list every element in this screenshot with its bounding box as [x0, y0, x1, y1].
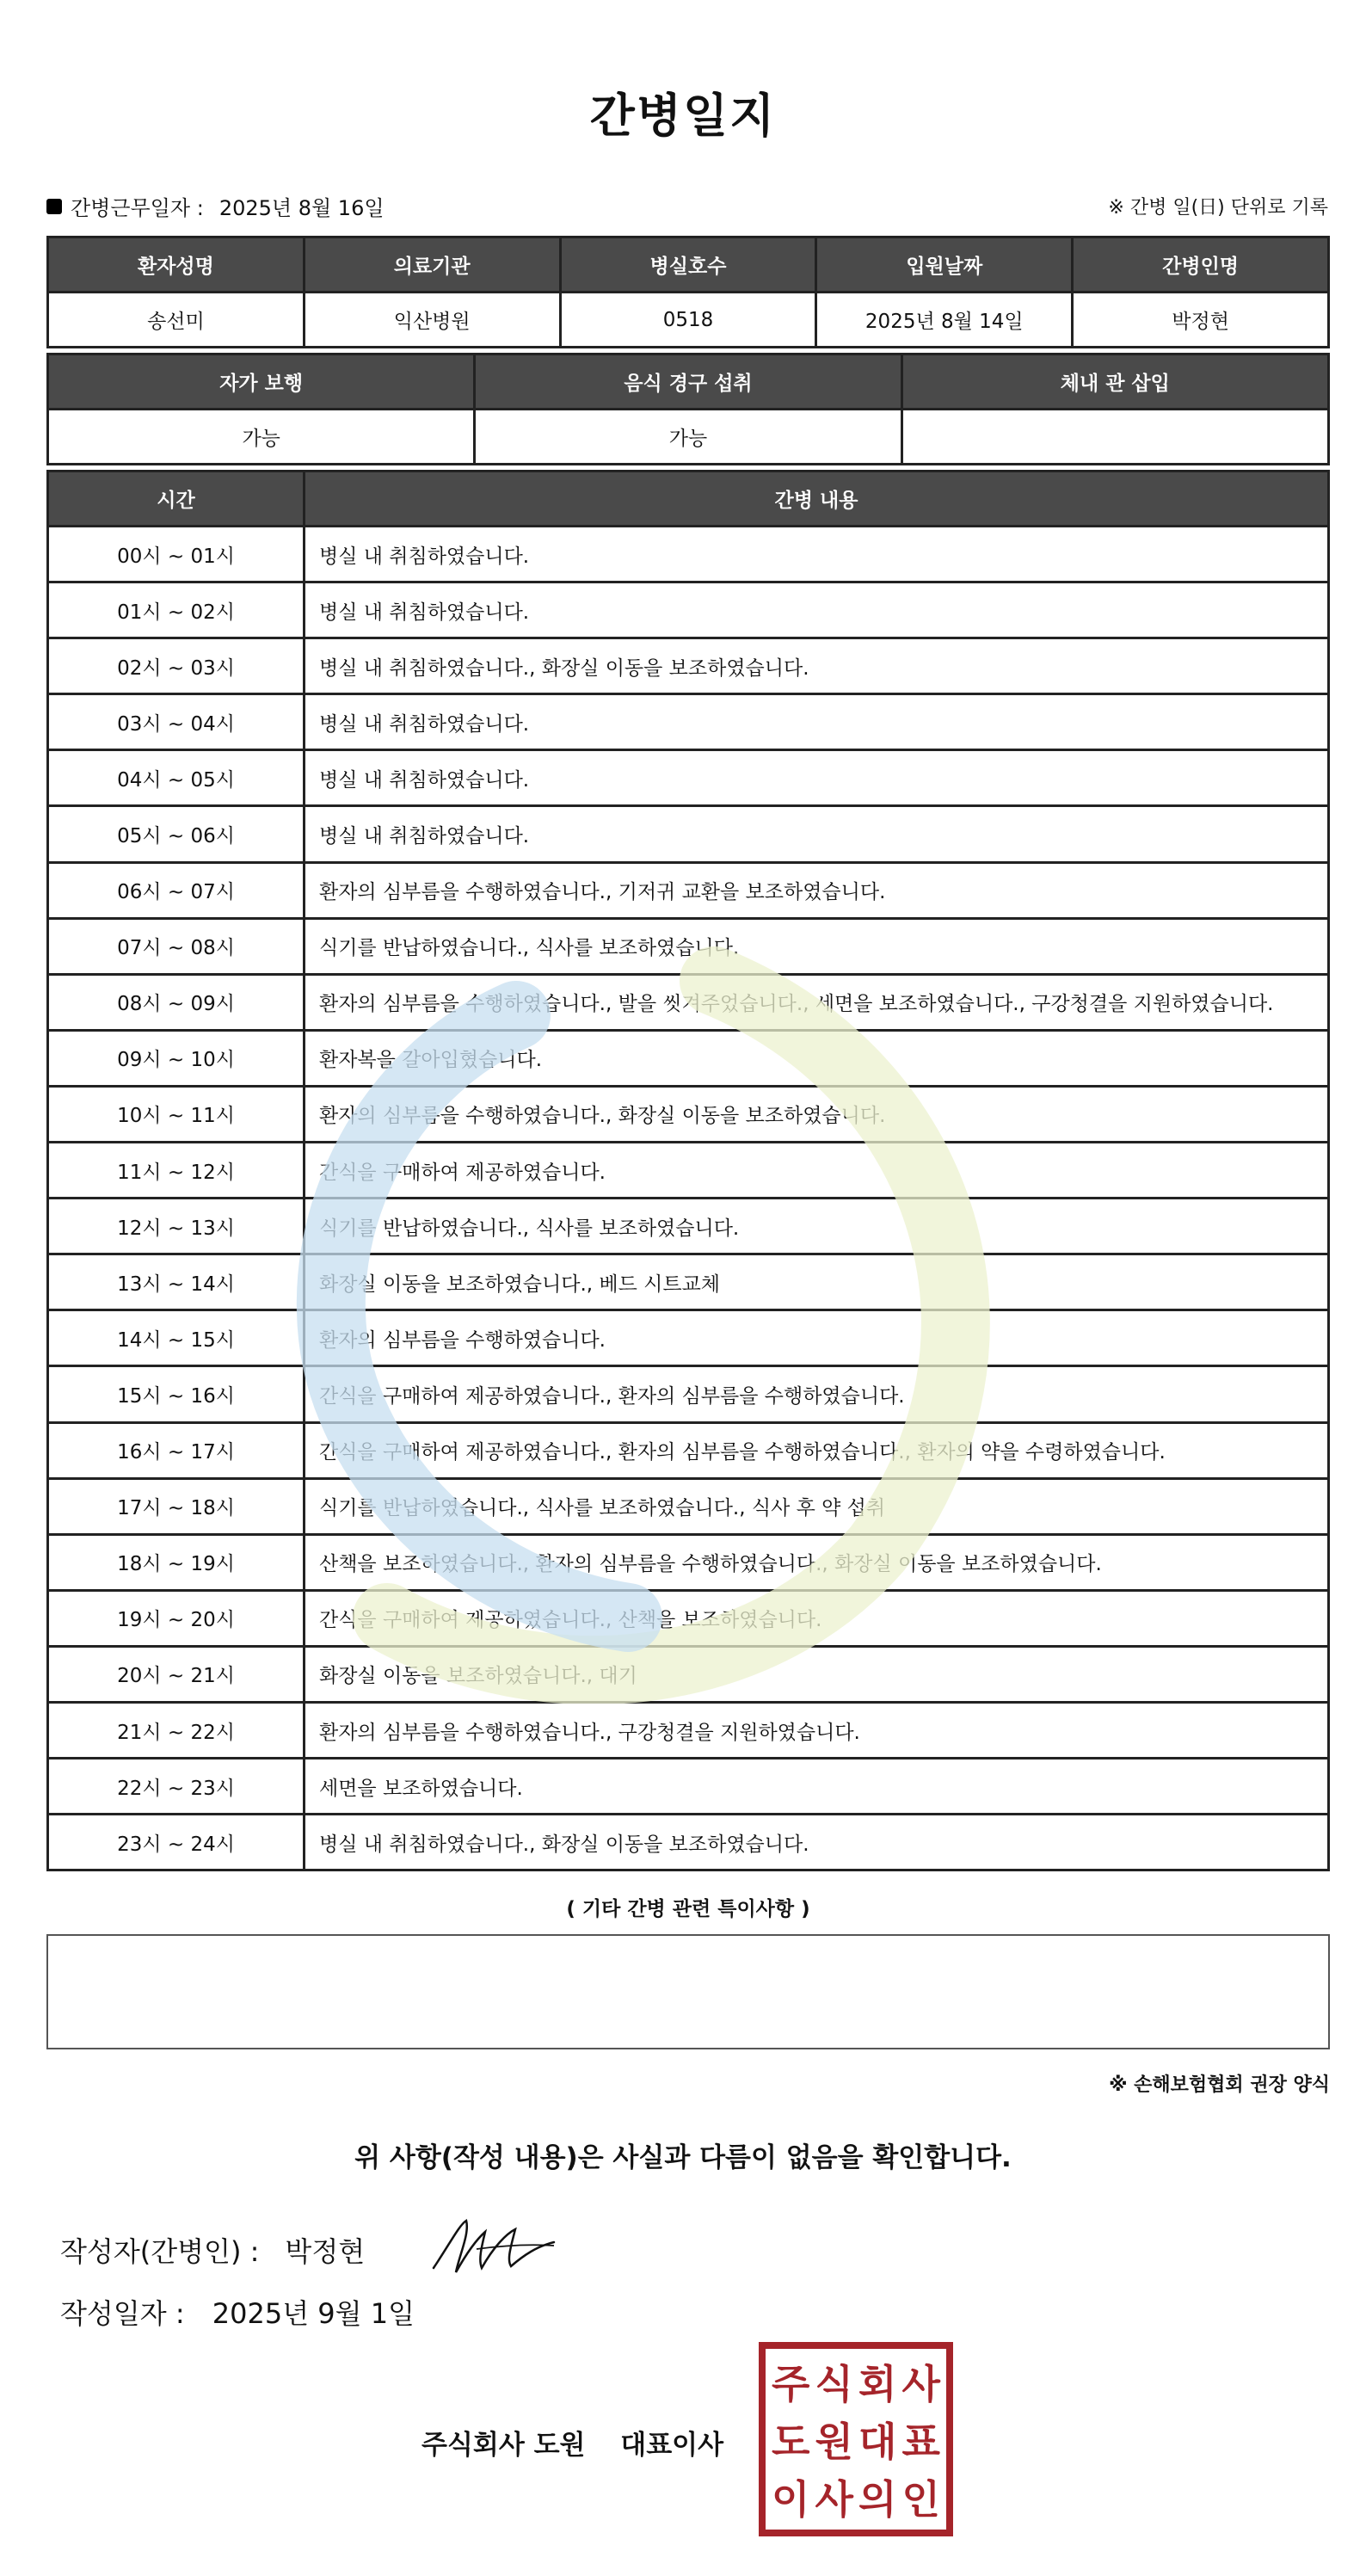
header-room: 병실호수 [560, 237, 816, 293]
care-log-row [48, 1815, 1329, 1870]
stamp-glyph: 사 [815, 2476, 853, 2524]
stamp-glyph: 원 [815, 2418, 853, 2465]
meta-row [46, 191, 1328, 222]
care-log-content: 화장실 이동을 보조하였습니다., 대기 [305, 1646, 1329, 1702]
care-log-table [46, 470, 1330, 1871]
care-log-row [48, 806, 1329, 862]
room-number: 0518 [560, 293, 816, 348]
header-content: 간병 내용 [305, 471, 1329, 527]
care-log-content: 간식을 구매하여 제공하였습니다. [305, 1143, 1329, 1199]
care-log-content: 병실 내 취침하였습니다. [305, 527, 1329, 582]
care-log-content: 화장실 이동을 보조하였습니다., 베드 시트교체 [305, 1254, 1329, 1310]
caregiver-name: 박정현 [1073, 293, 1329, 348]
notes-box [46, 1934, 1330, 2049]
care-log-content: 병실 내 취침하였습니다. [305, 694, 1329, 750]
care-log-time: 09시 ~ 10시 [48, 1030, 305, 1086]
care-log-row [48, 694, 1329, 750]
writer-name: 박정현 [285, 2235, 366, 2268]
care-log-row [48, 1422, 1329, 1478]
document-title: 간병일지 [589, 89, 777, 143]
care-log-time: 11시 ~ 12시 [48, 1143, 305, 1199]
care-log-row [48, 1702, 1329, 1758]
written-date-line [60, 2292, 415, 2332]
writer-label: 작성자(간병인) : [60, 2235, 260, 2268]
header-walking: 자가 보행 [48, 354, 475, 410]
company-ceo-title: 대표이사 [620, 2430, 724, 2461]
care-log-row [48, 638, 1329, 694]
care-log-content: 병실 내 취침하였습니다., 화장실 이동을 보조하였습니다. [305, 1815, 1329, 1870]
care-log-content: 병실 내 취침하였습니다. [305, 750, 1329, 806]
stamp-glyph: 표 [901, 2418, 940, 2465]
care-log-time: 02시 ~ 03시 [48, 638, 305, 694]
unit-note: ※ 간병 일(日) 단위로 기록 [1108, 197, 1328, 219]
care-log-time: 13시 ~ 14시 [48, 1254, 305, 1310]
care-log-time: 12시 ~ 13시 [48, 1199, 305, 1254]
care-log-content: 간식을 구매하여 제공하였습니다., 산책을 보조하였습니다. [305, 1590, 1329, 1646]
care-log-content: 환자복을 갈아입혔습니다. [305, 1030, 1329, 1086]
stamp-glyph: 회 [858, 2360, 897, 2407]
company-name: 주식회사 도원 [421, 2430, 586, 2461]
abilities-table [46, 353, 1330, 465]
care-log-time: 18시 ~ 19시 [48, 1534, 305, 1590]
care-log-content: 병실 내 취침하였습니다., 화장실 이동을 보조하였습니다. [305, 638, 1329, 694]
care-log-content: 간식을 구매하여 제공하였습니다., 환자의 심부름을 수행하였습니다. [305, 1366, 1329, 1422]
header-hospital: 의료기관 [304, 237, 560, 293]
written-date-value: 2025년 9월 1일 [212, 2297, 415, 2330]
care-log-time: 19시 ~ 20시 [48, 1590, 305, 1646]
care-log-time: 06시 ~ 07시 [48, 862, 305, 918]
care-log-time: 14시 ~ 15시 [48, 1310, 305, 1366]
care-log-time: 17시 ~ 18시 [48, 1478, 305, 1534]
care-log-row [48, 1759, 1329, 1815]
care-log-time: 07시 ~ 08시 [48, 918, 305, 974]
care-log-content: 식기를 반납하였습니다., 식사를 보조하였습니다. [305, 1199, 1329, 1254]
work-date-value: 2025년 8월 16일 [218, 196, 385, 220]
care-log-time: 16시 ~ 17시 [48, 1422, 305, 1478]
care-log-time: 20시 ~ 21시 [48, 1646, 305, 1702]
care-log-content: 세면을 보조하였습니다. [305, 1759, 1329, 1815]
care-log-row [48, 527, 1329, 582]
stamp-glyph: 대 [858, 2418, 897, 2465]
care-log-row [48, 582, 1329, 638]
patient-info-value-row [48, 293, 1329, 348]
care-log-time: 15시 ~ 16시 [48, 1366, 305, 1422]
oral-intake-value: 가능 [475, 410, 901, 465]
care-log-content: 산책을 보조하였습니다., 환자의 심부름을 수행하였습니다., 화장실 이동을 보조하였습니다. [305, 1534, 1329, 1590]
work-date [46, 191, 385, 221]
care-log-time: 21시 ~ 22시 [48, 1702, 305, 1758]
patient-name: 송선미 [48, 293, 305, 348]
patient-info-table [46, 236, 1330, 348]
abilities-header-row [48, 354, 1329, 410]
care-log-time: 10시 ~ 11시 [48, 1086, 305, 1142]
care-log-content: 식기를 반납하였습니다., 식사를 보조하였습니다. [305, 918, 1329, 974]
care-log-row [48, 918, 1329, 974]
header-admission-date: 입원날짜 [816, 237, 1073, 293]
care-log-content: 병실 내 취침하였습니다. [305, 582, 1329, 638]
company-seal-stamp [759, 2342, 953, 2536]
care-log-row [48, 862, 1329, 918]
walking-value: 가능 [48, 410, 475, 465]
care-log-row [48, 1310, 1329, 1366]
notes-heading: ( 기타 간병 관련 특이사항 ) [566, 1898, 810, 1920]
confirmation-statement: 위 사항(작성 내용)은 사실과 다름이 없음을 확인합니다. [354, 2142, 1012, 2173]
care-log-content: 환자의 심부름을 수행하였습니다., 발을 씻겨주었습니다., 세면을 보조하였습니다., 구강청결을 지원하였습니다. [305, 974, 1329, 1030]
care-log-content: 환자의 심부름을 수행하였습니다., 화장실 이동을 보조하였습니다. [305, 1086, 1329, 1142]
header-time: 시간 [48, 471, 305, 527]
written-date-label: 작성일자 : [60, 2297, 185, 2330]
care-log-content: 환자의 심부름을 수행하였습니다., 기저귀 교환을 보조하였습니다. [305, 862, 1329, 918]
admission-date: 2025년 8월 14일 [816, 293, 1073, 348]
care-log-row [48, 1534, 1329, 1590]
care-log-row [48, 1478, 1329, 1534]
care-log-time: 01시 ~ 02시 [48, 582, 305, 638]
care-log-row [48, 1590, 1329, 1646]
header-oral-intake: 음식 경구 섭취 [475, 354, 901, 410]
care-log-content: 환자의 심부름을 수행하였습니다., 구강청결을 지원하였습니다. [305, 1702, 1329, 1758]
care-log-content: 환자의 심부름을 수행하였습니다. [305, 1310, 1329, 1366]
hospital-name: 익산병원 [304, 293, 560, 348]
care-log-time: 00시 ~ 01시 [48, 527, 305, 582]
header-caregiver: 간병인명 [1073, 237, 1329, 293]
care-log-row [48, 1143, 1329, 1199]
care-log-time: 22시 ~ 23시 [48, 1759, 305, 1815]
stamp-glyph: 주 [772, 2360, 810, 2407]
stamp-glyph: 인 [901, 2476, 940, 2524]
care-log-row [48, 1366, 1329, 1422]
stamp-glyph: 도 [772, 2418, 810, 2465]
care-log-content: 식기를 반납하였습니다., 식사를 보조하였습니다., 식사 후 약 섭취 [305, 1478, 1329, 1534]
square-bullet-icon [46, 199, 62, 214]
care-log-time: 05시 ~ 06시 [48, 806, 305, 862]
stamp-glyph: 의 [858, 2476, 897, 2524]
care-log-row [48, 1199, 1329, 1254]
care-log-time: 23시 ~ 24시 [48, 1815, 305, 1870]
care-log-time: 04시 ~ 05시 [48, 750, 305, 806]
company-line [421, 2423, 723, 2462]
care-log-row [48, 750, 1329, 806]
signature-image [425, 2208, 563, 2285]
care-log-row [48, 1254, 1329, 1310]
patient-info-header-row [48, 237, 1329, 293]
care-log-row [48, 1030, 1329, 1086]
care-log-content: 병실 내 취침하였습니다. [305, 806, 1329, 862]
care-log-header-row [48, 471, 1329, 527]
care-log-content: 간식을 구매하여 제공하였습니다., 환자의 심부름을 수행하였습니다., 환자의 약을 수령하였습니다. [305, 1422, 1329, 1478]
care-log-row [48, 1646, 1329, 1702]
care-log-row [48, 1086, 1329, 1142]
tube-value [901, 410, 1328, 465]
abilities-value-row [48, 410, 1329, 465]
stamp-glyph: 사 [901, 2360, 940, 2407]
care-log-time: 08시 ~ 09시 [48, 974, 305, 1030]
header-tube: 체내 관 삽입 [901, 354, 1328, 410]
care-log-row [48, 974, 1329, 1030]
writer-line [60, 2230, 365, 2270]
recommendation-note: ※ 손해보험협회 권장 양식 [1109, 2074, 1330, 2096]
stamp-glyph: 식 [815, 2360, 853, 2407]
stamp-glyph: 이 [772, 2476, 810, 2524]
header-patient-name: 환자성명 [48, 237, 305, 293]
care-log-time: 03시 ~ 04시 [48, 694, 305, 750]
work-date-label: 간병근무일자 : [71, 196, 204, 220]
